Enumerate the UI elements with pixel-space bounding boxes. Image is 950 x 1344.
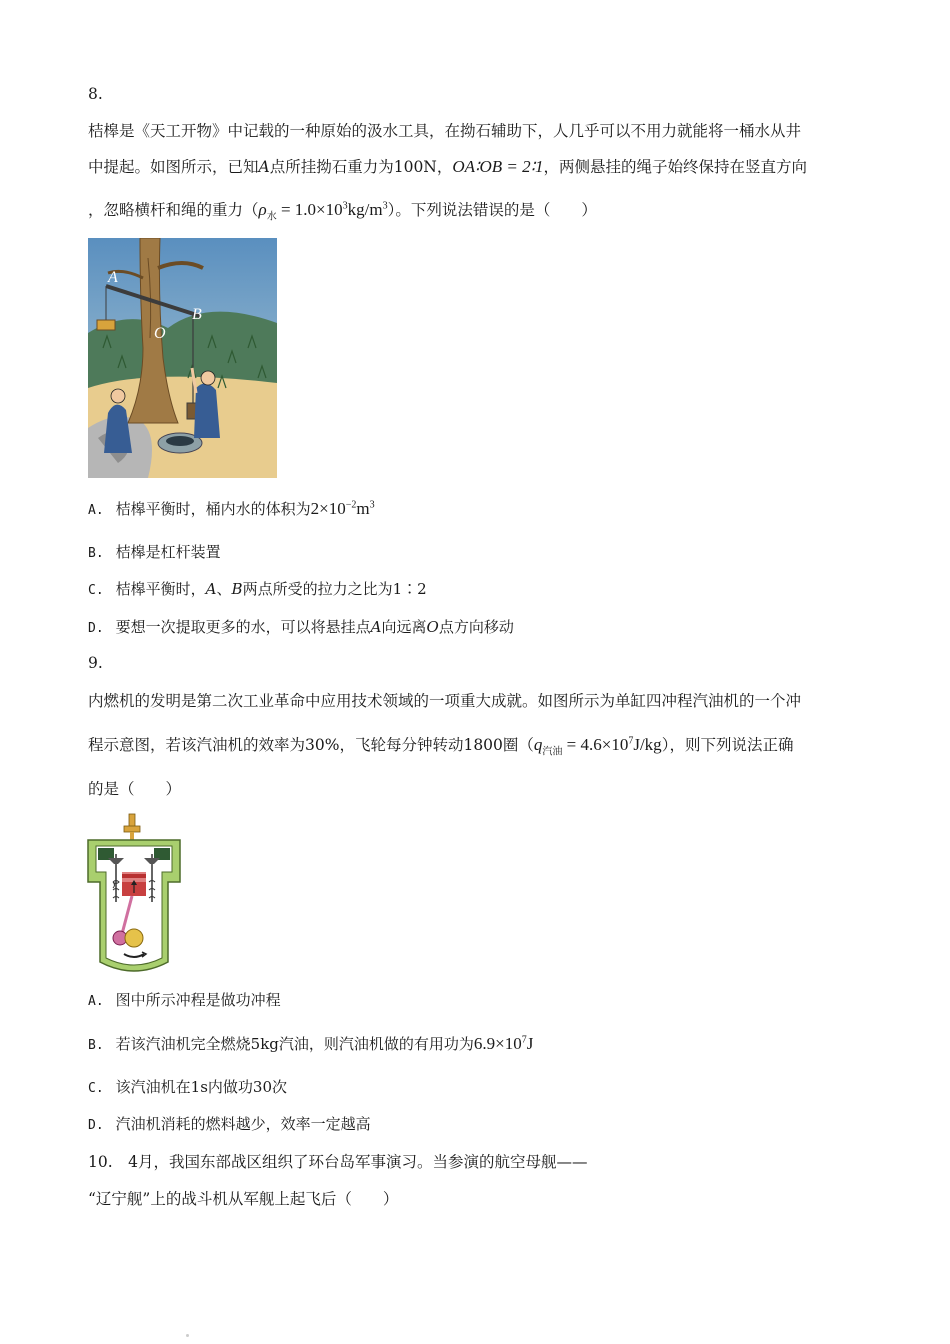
q8-text: ，两侧悬挂的绳子始终保持在竖直方向 bbox=[543, 158, 808, 176]
question-10-line-1: 10. 4月，我国东部战区组织了环台岛军事演习。当参演的航空母舰—— bbox=[88, 1153, 588, 1171]
point-a-label: A bbox=[205, 580, 217, 598]
q9-text: ），则下列说法正确 bbox=[661, 736, 794, 754]
option-text: 该汽油机在1s内做功30次 bbox=[115, 1078, 287, 1096]
option-key: B. bbox=[88, 546, 104, 561]
density-unit: kg/m bbox=[347, 200, 383, 219]
option-text: 图中所示冲程是做功冲程 bbox=[115, 991, 281, 1009]
heat-value-formula bbox=[533, 735, 662, 758]
rho-subscript: 水 bbox=[266, 211, 277, 223]
point-a-label: A bbox=[370, 618, 382, 636]
volume-unit-exponent: 3 bbox=[369, 499, 375, 511]
question-8-line-1: 桔槔是《天工开物》中记载的一种原始的汲水工具，在拗石辅助下，人几乎可以不用力就能将一桶水从井 bbox=[88, 122, 802, 140]
density-formula bbox=[258, 200, 388, 223]
option-text: 两点所受的拉力之比为1∶2 bbox=[242, 580, 427, 598]
density-exponent: 3 bbox=[342, 200, 348, 212]
work-unit: J bbox=[526, 1034, 534, 1053]
option-key: D. bbox=[88, 621, 104, 636]
question-10-line-2: “辽宁舰”上的战斗机从军舰上起飞后（ ） bbox=[88, 1190, 399, 1208]
option-text: 若该汽油机完全燃烧5kg汽油，则汽油机做的有用功为 bbox=[115, 1035, 474, 1053]
point-b-label: B bbox=[231, 580, 243, 598]
volume-unit: m bbox=[356, 499, 370, 518]
question-8-line-2 bbox=[88, 156, 807, 178]
point-o-label: O bbox=[426, 618, 439, 636]
density-unit-exponent: 3 bbox=[382, 200, 388, 212]
option-text: 桔槔平衡时，桶内水的体积为 bbox=[115, 500, 311, 518]
option-key: A. bbox=[88, 994, 104, 1009]
q8-text: 中提起。如图所示，已知 bbox=[88, 158, 259, 176]
q8-text: ）。下列说法错误的是（ ） bbox=[387, 201, 597, 219]
option-text: 桔槔平衡时， bbox=[115, 580, 206, 598]
question-9-line-3: 的是（ ） bbox=[88, 780, 182, 798]
q8-option-a[interactable] bbox=[88, 498, 375, 522]
q8-option-c[interactable] bbox=[88, 578, 427, 602]
q8-text: ，忽略横杆和绳的重力（ bbox=[88, 201, 259, 219]
ratio-formula: OA∶OB = 2∶1 bbox=[452, 157, 544, 176]
option-key: B. bbox=[88, 1038, 104, 1053]
q8-option-d[interactable] bbox=[88, 616, 514, 640]
well-sweep-illustration bbox=[88, 238, 277, 478]
heat-value-unit: J/kg bbox=[633, 735, 662, 754]
q-subscript: 汽油 bbox=[542, 746, 563, 758]
work-value: 6.9×10 bbox=[473, 1034, 522, 1053]
q8-option-b[interactable] bbox=[88, 541, 221, 565]
volume-exponent: −2 bbox=[345, 499, 357, 511]
rho-symbol: ρ bbox=[258, 200, 267, 219]
question-9-line-2 bbox=[88, 734, 793, 756]
q9-option-a[interactable] bbox=[88, 989, 281, 1013]
label-b: B bbox=[192, 306, 202, 323]
q-symbol: q bbox=[533, 735, 543, 754]
option-key: C. bbox=[88, 583, 104, 598]
question-9-line-1: 内燃机的发明是第二次工业革命中应用技术领域的一项重大成就。如图所示为单缸四冲程汽油机的一个冲 bbox=[88, 692, 802, 710]
option-formula bbox=[311, 499, 375, 518]
option-text: 要想一次提取更多的水，可以将悬挂点 bbox=[115, 618, 371, 636]
label-a: A bbox=[108, 269, 118, 286]
q9-text: 程示意图，若该汽油机的效率为30%，飞轮每分钟转动1800圈（ bbox=[88, 736, 534, 754]
point-a-label: A bbox=[258, 158, 270, 176]
work-exponent: 7 bbox=[521, 1034, 527, 1046]
q9-option-b[interactable] bbox=[88, 1033, 533, 1057]
volume-value: 2×10 bbox=[310, 499, 346, 518]
heat-value: = 4.6×10 bbox=[562, 735, 629, 754]
option-text: 点方向移动 bbox=[438, 618, 514, 636]
option-text: 向远离 bbox=[381, 618, 427, 636]
question-8-number: 8. bbox=[88, 85, 103, 103]
engine-stroke-diagram bbox=[86, 812, 186, 978]
heat-value-exponent: 7 bbox=[628, 735, 634, 747]
question-9-number: 9. bbox=[88, 654, 103, 672]
option-key: C. bbox=[88, 1081, 104, 1096]
q9-option-d[interactable] bbox=[88, 1113, 371, 1137]
option-key: A. bbox=[88, 503, 104, 518]
question-8-line-3 bbox=[88, 199, 597, 221]
label-o: O bbox=[154, 325, 166, 342]
q9-option-c[interactable] bbox=[88, 1076, 287, 1100]
option-formula bbox=[474, 1034, 533, 1053]
option-text: 、 bbox=[216, 580, 232, 598]
footer-dot bbox=[186, 1334, 189, 1337]
density-value: = 1.0×10 bbox=[276, 200, 343, 219]
option-text: 汽油机消耗的燃料越少，效率一定越高 bbox=[115, 1115, 371, 1133]
q8-text: 点所挂拗石重力为100N， bbox=[269, 158, 453, 176]
option-text: 桔槔是杠杆装置 bbox=[115, 543, 221, 561]
option-key: D. bbox=[88, 1118, 104, 1133]
